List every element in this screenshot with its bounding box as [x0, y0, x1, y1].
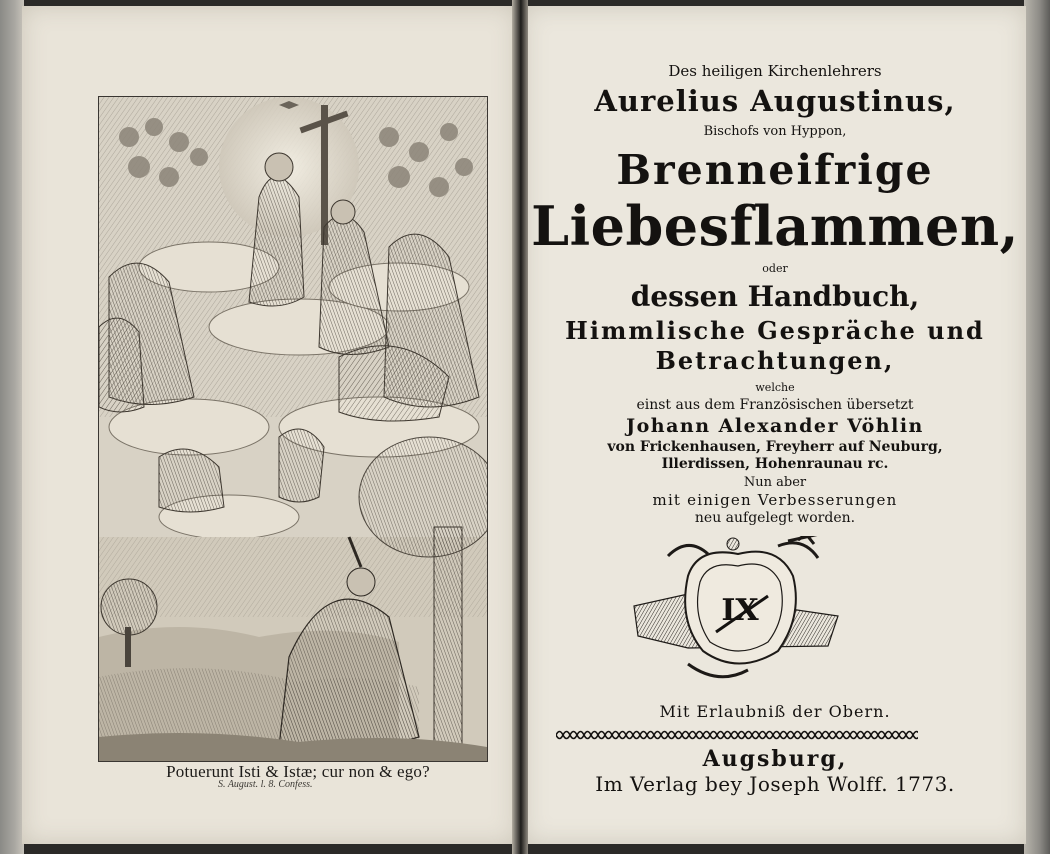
title-oder: oder — [762, 262, 788, 275]
title-translator-title-1: von Frickenhausen, Freyherr auf Neuburg, — [607, 439, 943, 455]
title-translation-note: einst aus dem Französischen übersetzt — [636, 397, 914, 413]
engraving-illustration — [99, 97, 487, 761]
title-permission: Mit Erlaubniß der Obern. — [659, 702, 891, 721]
title-welche: welche — [755, 381, 795, 394]
title-subtitle-2: Himmlische Gespräche und — [565, 316, 985, 345]
cover-edge-left — [0, 0, 24, 854]
imprint-place: Augsburg, — [702, 746, 848, 772]
title-text-block — [524, 0, 1026, 854]
title-improvements: mit einigen Verbesserungen — [652, 491, 898, 509]
title-line-intro: Des heiligen Kirchenlehrers — [668, 62, 882, 80]
title-main-2: Liebesflammen, — [531, 194, 1019, 258]
title-main-1: Brenneifrige — [616, 146, 934, 194]
ornamental-rule — [556, 728, 918, 742]
title-author-name: Aurelius Augustinus, — [594, 84, 956, 118]
frontispiece-engraving — [98, 96, 488, 762]
imprint-publisher: Im Verlag bey Joseph Wolff. 1773. — [595, 772, 955, 796]
printers-device-vignette — [628, 536, 848, 686]
engraver-signature: S. August. l. 8. Confess. — [218, 779, 313, 790]
title-subtitle-3: Betrachtungen, — [655, 346, 895, 375]
svg-text:IX: IX — [721, 593, 759, 628]
title-subtitle-1: dessen Handbuch, — [630, 280, 920, 313]
title-reissued: neu aufgelegt worden. — [694, 510, 856, 526]
title-translator-title-2: Illerdissen, Hohenraunau rc. — [661, 456, 889, 472]
title-translator-name: Johann Alexander Vöhlin — [626, 415, 924, 437]
title-nun-aber: Nun aber — [743, 475, 807, 490]
cover-edge-right — [1024, 0, 1050, 854]
title-author-role: Bischofs von Hyppon, — [703, 124, 847, 139]
engraving-caption: Potuerunt Isti & Istæ; cur non & ego? — [166, 762, 430, 781]
